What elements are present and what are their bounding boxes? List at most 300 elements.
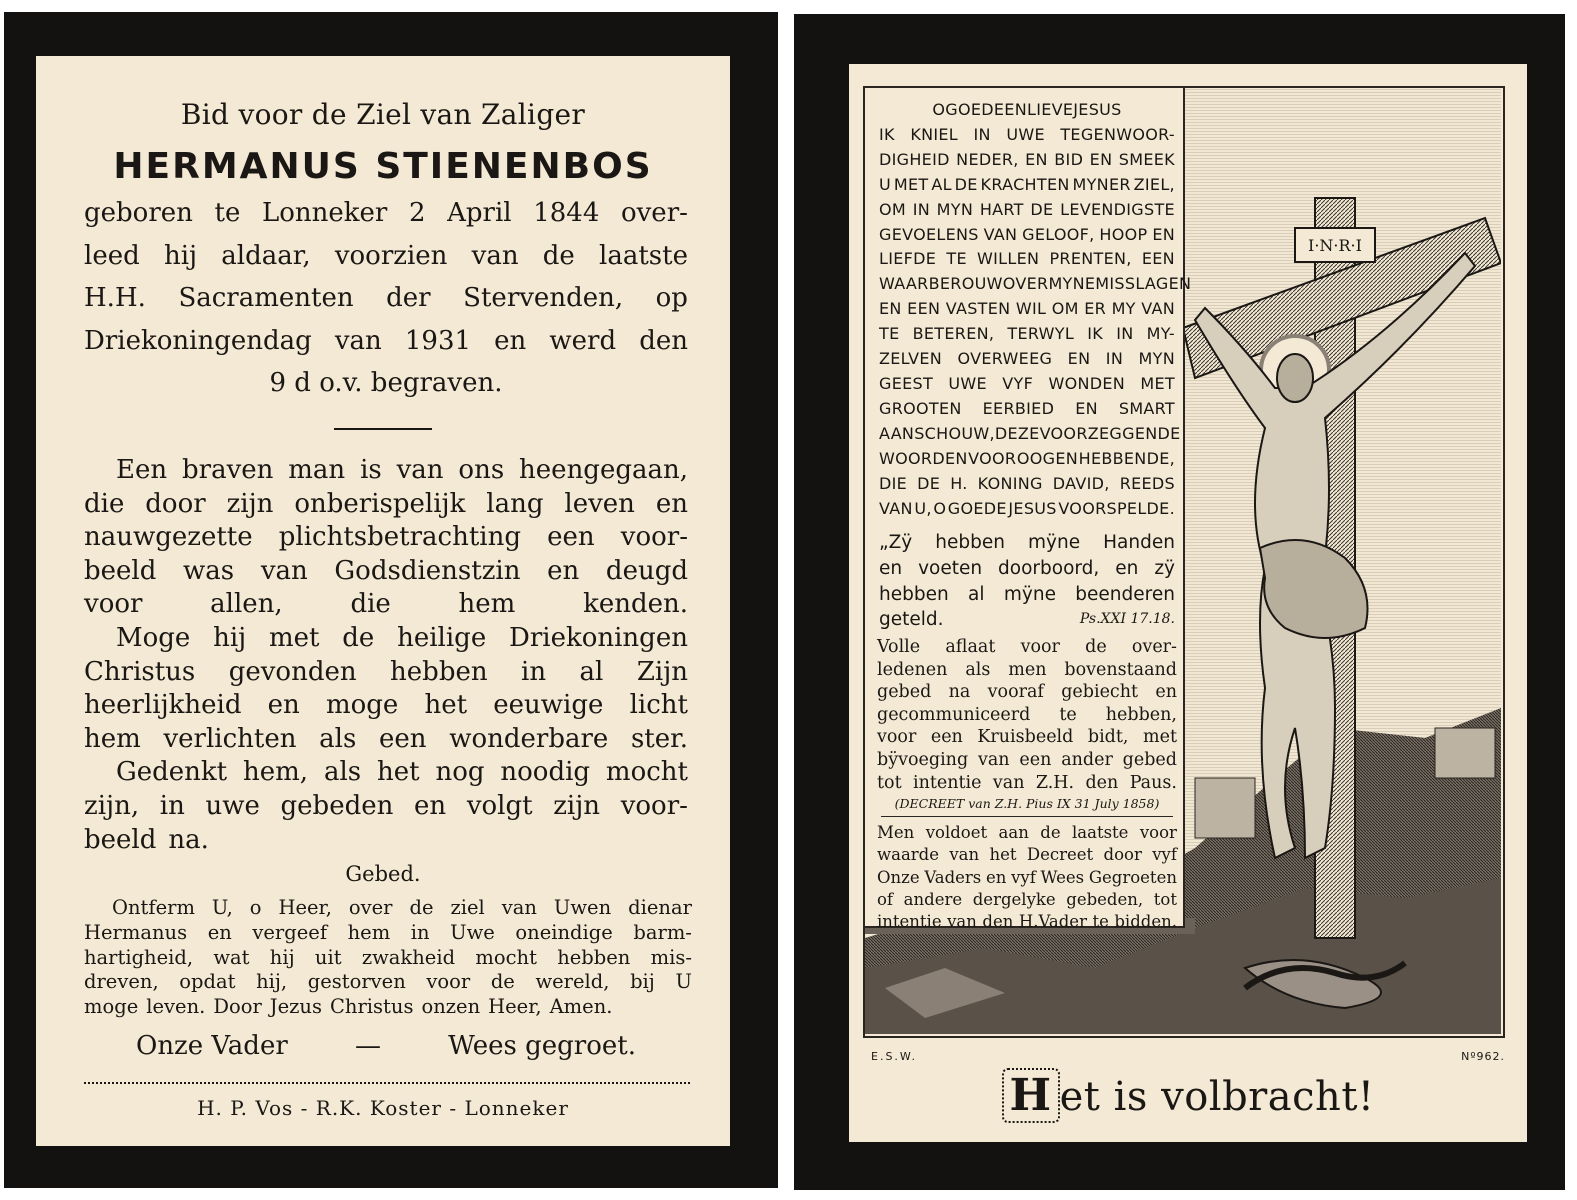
- word: EN: [1004, 100, 1027, 119]
- word: hem: [84, 723, 141, 754]
- psalm-quote: [879, 530, 1175, 633]
- word: EN: [1152, 224, 1175, 244]
- text-line: [84, 723, 688, 757]
- word: van: [471, 240, 519, 271]
- text-line: [84, 921, 692, 946]
- text-line: [879, 272, 1192, 297]
- word: te: [1059, 704, 1077, 725]
- word: aan: [998, 823, 1029, 842]
- memorial-card-back: [794, 14, 1565, 1190]
- word: voor: [84, 589, 143, 620]
- word: gestorven: [307, 970, 406, 994]
- word: en: [655, 488, 688, 519]
- indulgence-text: [877, 636, 1177, 794]
- word: die: [350, 589, 391, 620]
- word: hebben,: [1105, 704, 1177, 725]
- word: en: [267, 690, 300, 721]
- word: gebed: [1122, 749, 1177, 770]
- word: nog: [435, 757, 485, 788]
- word: Gegroeten: [1088, 867, 1177, 887]
- word: Paus.: [1129, 772, 1177, 793]
- word: zÿ: [1154, 557, 1175, 579]
- word: OM: [879, 199, 906, 219]
- word: het: [377, 757, 420, 788]
- word: IN: [1105, 349, 1124, 369]
- text-line: [879, 297, 1175, 322]
- word: Christus: [84, 656, 196, 687]
- word: verlichten: [163, 723, 297, 754]
- text-line: [84, 488, 688, 522]
- word: LIEFDE: [879, 249, 937, 269]
- word: hebben: [879, 583, 949, 605]
- word: voor: [1139, 823, 1177, 842]
- text-line: [84, 521, 688, 555]
- word: en: [414, 790, 447, 821]
- text-line: [877, 772, 1177, 795]
- word: aflaat: [945, 637, 996, 657]
- word: WIL: [1015, 299, 1047, 319]
- decree-reference: (DECREET van Z.H. Pius IX 31 July 1858): [894, 796, 1160, 811]
- word: LIEVE: [1026, 100, 1074, 119]
- word: allen,: [210, 589, 283, 620]
- word: beenderen: [1075, 583, 1175, 605]
- word: mocht: [475, 945, 537, 969]
- word: ziel: [450, 896, 485, 919]
- word: Lonneker: [261, 198, 388, 228]
- text-line: [879, 530, 1175, 556]
- word: opdat: [179, 970, 236, 994]
- word: eeuwige: [493, 690, 604, 721]
- word: hij,: [256, 970, 288, 994]
- word: ons: [458, 455, 505, 485]
- word: heilige: [397, 622, 487, 653]
- word: GELOOF,: [1022, 224, 1095, 244]
- word: het: [989, 845, 1017, 865]
- text-line: [84, 588, 688, 622]
- word: laatste: [599, 240, 688, 271]
- word: door: [145, 488, 206, 519]
- word: men: [1008, 659, 1047, 680]
- word: Moge: [116, 622, 191, 653]
- word: MYN: [936, 199, 974, 219]
- text-line: [84, 970, 692, 995]
- word: NEDER,: [956, 149, 1019, 169]
- word: de: [342, 622, 375, 653]
- word: MYNE: [1048, 274, 1096, 294]
- word: bij: [630, 970, 655, 994]
- word: beeld: [84, 555, 157, 586]
- text-line: [84, 656, 688, 690]
- word: U,: [211, 896, 233, 919]
- word: DIGHEID: [879, 149, 950, 169]
- text-line: [879, 582, 1175, 608]
- word: 1931: [404, 325, 472, 356]
- word: VASTEN: [945, 299, 1011, 319]
- word: geboren: [84, 198, 193, 228]
- word: U,: [914, 498, 932, 518]
- word: andere: [903, 889, 963, 909]
- word: ledenen: [877, 659, 948, 680]
- word: GEVOELENS: [879, 224, 979, 244]
- word: hij: [269, 945, 295, 969]
- word: vyf: [1011, 867, 1036, 887]
- word: DE: [954, 174, 978, 194]
- text-line: [879, 98, 1175, 123]
- word: ander: [1061, 749, 1113, 770]
- word: een: [547, 522, 595, 553]
- word: ster.: [630, 723, 688, 754]
- word: voor: [877, 727, 917, 748]
- word: OOGEN: [1016, 448, 1079, 468]
- word: voor: [1020, 637, 1060, 657]
- word: KONING: [977, 473, 1043, 493]
- word: voor-: [620, 522, 688, 553]
- word: van: [501, 896, 537, 919]
- word: en: [985, 867, 1007, 887]
- word: WOORDEN: [879, 448, 968, 468]
- word: of: [877, 889, 894, 909]
- word: EN: [1025, 149, 1048, 169]
- motto-initial: H: [1002, 1068, 1060, 1123]
- text-line: [879, 223, 1175, 248]
- word: vooraf: [987, 682, 1044, 703]
- word: Uwen: [553, 896, 612, 919]
- closing-prayers: [136, 1031, 636, 1061]
- word: gebeden,: [1066, 889, 1144, 909]
- word: KNIEL: [910, 124, 959, 144]
- word: den: [982, 912, 1014, 932]
- word: hem: [347, 920, 391, 944]
- word: al: [579, 656, 604, 687]
- word: ZELVEN: [879, 349, 943, 369]
- word: te: [1092, 912, 1109, 932]
- word: en: [879, 557, 903, 579]
- word: PRENTEN,: [1049, 249, 1132, 269]
- word: nauwgezette: [84, 522, 253, 553]
- word: van: [949, 845, 980, 865]
- word: EN: [879, 299, 902, 319]
- word: Handen: [1103, 532, 1175, 553]
- word: MYN: [1138, 349, 1175, 369]
- word: ER: [1084, 299, 1107, 319]
- word: onzen: [421, 995, 481, 1019]
- word: BETEREN,: [912, 324, 995, 344]
- word: hebben: [935, 532, 1005, 553]
- word: de: [1085, 637, 1107, 657]
- word: DEZE: [994, 423, 1040, 443]
- biography: [84, 192, 688, 405]
- word: IN: [973, 124, 991, 144]
- text-line: [879, 347, 1175, 372]
- word: Een: [116, 455, 168, 485]
- word: gecommuniceerd: [877, 704, 1031, 725]
- fulfilment-text: [877, 822, 1177, 933]
- word: Wees: [1040, 867, 1085, 887]
- word: intentie: [912, 772, 982, 793]
- word: OVER: [1002, 274, 1049, 294]
- word: in: [159, 790, 185, 821]
- word: voor-: [620, 790, 688, 821]
- word: voorzien: [334, 240, 448, 271]
- word: Christus: [330, 995, 414, 1019]
- word: H.Vader: [1018, 912, 1087, 932]
- word: GOEDE: [947, 498, 1007, 518]
- word: de: [542, 240, 575, 271]
- word: ZIEL,: [1133, 174, 1175, 194]
- word: oneindige: [515, 920, 613, 944]
- text-line: [84, 362, 688, 405]
- word: wonderbare: [449, 723, 609, 754]
- word: KRACHTEN: [980, 174, 1070, 194]
- text-line: [84, 995, 692, 1020]
- word: en: [1115, 557, 1139, 579]
- word: over-: [1131, 637, 1177, 657]
- word: dreven,: [84, 970, 159, 994]
- text-line: [879, 472, 1175, 497]
- text-line: [879, 148, 1175, 173]
- word: MET: [893, 174, 929, 194]
- word: zijn,: [84, 790, 140, 821]
- word: EERBIED: [982, 398, 1055, 418]
- word: IN: [912, 199, 930, 219]
- word: als: [965, 659, 991, 680]
- word: de: [490, 970, 515, 994]
- word: GOEDE: [945, 100, 1005, 119]
- word: EEN: [1141, 249, 1175, 269]
- word: zwakheid: [361, 945, 456, 969]
- word: Heer,: [488, 995, 542, 1019]
- word: den: [1085, 772, 1119, 793]
- engraver-initials: E.S.W.: [871, 1050, 918, 1063]
- word: met: [1143, 727, 1177, 748]
- word: mÿne: [1028, 532, 1081, 553]
- word: een: [1019, 749, 1052, 770]
- word: Decreet: [1026, 845, 1094, 865]
- word: gebed: [877, 682, 932, 703]
- word: al: [968, 583, 985, 605]
- word: vergeef: [252, 920, 328, 944]
- text-line: [877, 844, 1177, 866]
- word: Stervenden,: [463, 283, 624, 313]
- deceased-name: HERMANUS STIENENBOS: [113, 146, 653, 187]
- word: was: [183, 555, 235, 586]
- word: bidden.: [1114, 912, 1177, 932]
- word: GROOTEN: [879, 398, 962, 418]
- word: aldaar,: [221, 240, 311, 271]
- word: mocht: [605, 757, 688, 788]
- text-line: [877, 822, 1177, 844]
- word: WILLEN: [977, 249, 1040, 269]
- text-line: [84, 235, 688, 278]
- word: Men: [877, 823, 915, 842]
- word: onberispelijk: [294, 488, 466, 519]
- inri-plaque: I·N·R·I: [1308, 236, 1362, 255]
- decree-rule: [881, 816, 1173, 817]
- word: JESUS: [1008, 498, 1057, 518]
- word: DIE: [879, 473, 908, 493]
- word: Door: [213, 995, 262, 1019]
- text-line: [877, 636, 1177, 659]
- text-line: [879, 173, 1175, 198]
- word: MISSLAGEN: [1095, 274, 1192, 294]
- word: Zijn: [636, 656, 688, 687]
- word: IK: [879, 124, 895, 144]
- word: en: [207, 920, 232, 944]
- word: lang: [486, 488, 544, 519]
- word: te: [214, 198, 241, 228]
- word: hebben: [390, 656, 488, 687]
- word: en: [494, 325, 527, 356]
- word: 1844: [533, 198, 600, 228]
- word: zijn: [553, 790, 601, 821]
- word: HOOP: [1099, 224, 1148, 244]
- word: VAN: [983, 224, 1018, 244]
- card-paper-back: [849, 64, 1527, 1142]
- word: als: [319, 723, 357, 754]
- word: MYNER: [1072, 174, 1131, 194]
- word: VYF: [1002, 373, 1034, 393]
- word: laatste: [1072, 823, 1129, 842]
- text-line: [879, 322, 1175, 347]
- word: hem,: [243, 757, 309, 788]
- word: over-: [620, 198, 688, 228]
- word: UWE: [948, 373, 987, 393]
- word: dienar: [628, 896, 692, 919]
- word: leed: [84, 240, 140, 271]
- word: Driekoningendag: [84, 325, 312, 356]
- prayer-panel: [865, 88, 1192, 932]
- text-line: [877, 749, 1177, 772]
- word: REEDS: [1119, 473, 1175, 493]
- text-line: [84, 790, 688, 824]
- word: als: [323, 757, 362, 788]
- word: Ontferm: [112, 896, 195, 919]
- card-paper-front: [36, 56, 730, 1146]
- word: TERWYL: [1007, 324, 1075, 344]
- word: „Zÿ: [879, 532, 913, 553]
- word: 9 d o.v. begraven.: [269, 368, 503, 398]
- word: tot: [1153, 889, 1177, 909]
- word: van: [260, 555, 308, 586]
- word: Godsdienstzin: [334, 555, 521, 586]
- word: de: [409, 896, 434, 919]
- word: BID: [1054, 149, 1084, 169]
- closing-dash: —: [354, 1031, 381, 1061]
- word: BEROUW: [928, 274, 1003, 294]
- gebed-text: [84, 896, 692, 1020]
- word: braven: [182, 455, 274, 485]
- divider-rule: [334, 428, 432, 430]
- word: Hermanus: [84, 920, 188, 944]
- word: SMEEK: [1118, 149, 1175, 169]
- word: op: [655, 283, 688, 313]
- text-line: [879, 247, 1175, 272]
- word: IK: [1087, 324, 1104, 344]
- text-line: [879, 497, 1175, 522]
- word: mÿne: [1003, 583, 1056, 605]
- word: der: [386, 283, 431, 313]
- word: vyf: [1152, 845, 1177, 865]
- word: TE: [946, 249, 967, 269]
- word: Z.H.: [1035, 772, 1075, 793]
- word: EEN: [907, 299, 941, 319]
- word: VOORSPELDE.: [1058, 498, 1175, 518]
- word: VAN: [879, 498, 913, 518]
- word: een: [930, 727, 963, 748]
- word: VOOR: [968, 448, 1017, 468]
- word: UWE: [1006, 124, 1045, 144]
- word: van: [396, 455, 444, 485]
- text-line: [879, 123, 1175, 148]
- word: heengegaan,: [519, 455, 688, 485]
- word: JESUS: [1073, 100, 1122, 119]
- word: OM: [1051, 299, 1079, 319]
- text-line: [879, 397, 1175, 422]
- word: over: [348, 896, 393, 919]
- word: is: [360, 455, 382, 485]
- word: licht: [629, 690, 688, 721]
- word: DAVID,: [1052, 473, 1110, 493]
- motto-text: et is volbracht!: [1059, 1074, 1375, 1120]
- word: MET: [1140, 373, 1175, 393]
- word: EN: [1089, 149, 1113, 169]
- word: moge: [84, 995, 139, 1019]
- text-line: [84, 824, 688, 858]
- word: wat: [213, 945, 250, 969]
- text-line: [84, 622, 688, 656]
- word: barm-: [633, 920, 692, 944]
- word: heerlijkheid: [84, 690, 242, 721]
- word: Onze: [877, 867, 920, 887]
- word: Sacramenten: [178, 283, 354, 313]
- text-line: [84, 689, 688, 723]
- text-line: [877, 726, 1177, 749]
- word: DE: [917, 473, 941, 493]
- word: intentie: [877, 912, 942, 932]
- word: O: [933, 498, 947, 518]
- text-line: [877, 911, 1177, 933]
- word: tot: [877, 772, 902, 793]
- word: gebiecht: [1061, 682, 1139, 703]
- word: door: [1103, 845, 1142, 865]
- prayer-caps: [879, 98, 1192, 521]
- pray-line: Bid voor de Ziel van Zaliger: [180, 98, 586, 131]
- word: MY-: [1146, 324, 1175, 344]
- text-line: [877, 659, 1177, 682]
- word: SMART: [1118, 398, 1175, 418]
- word: U: [675, 970, 692, 994]
- word: EN: [1067, 349, 1091, 369]
- word: deugd: [605, 555, 688, 586]
- word: van: [334, 325, 382, 356]
- word: dergelyke: [972, 889, 1056, 909]
- word: OVERWEEG: [957, 349, 1053, 369]
- word: U: [879, 174, 892, 194]
- word: plichtsbetrachting: [278, 522, 522, 553]
- word: HART: [979, 199, 1024, 219]
- word: hebben: [557, 945, 631, 969]
- word: uit: [314, 945, 342, 969]
- text-line: [879, 447, 1175, 472]
- word: hartigheid,: [84, 945, 194, 969]
- dotted-rule: [84, 1082, 690, 1084]
- word: WAAR: [879, 274, 929, 294]
- word: waarde: [877, 845, 940, 865]
- text-line: [879, 372, 1175, 397]
- word: VOORZEGGENDE: [1039, 423, 1181, 443]
- memorial-card-front: [4, 12, 778, 1188]
- word: MY: [1111, 299, 1136, 319]
